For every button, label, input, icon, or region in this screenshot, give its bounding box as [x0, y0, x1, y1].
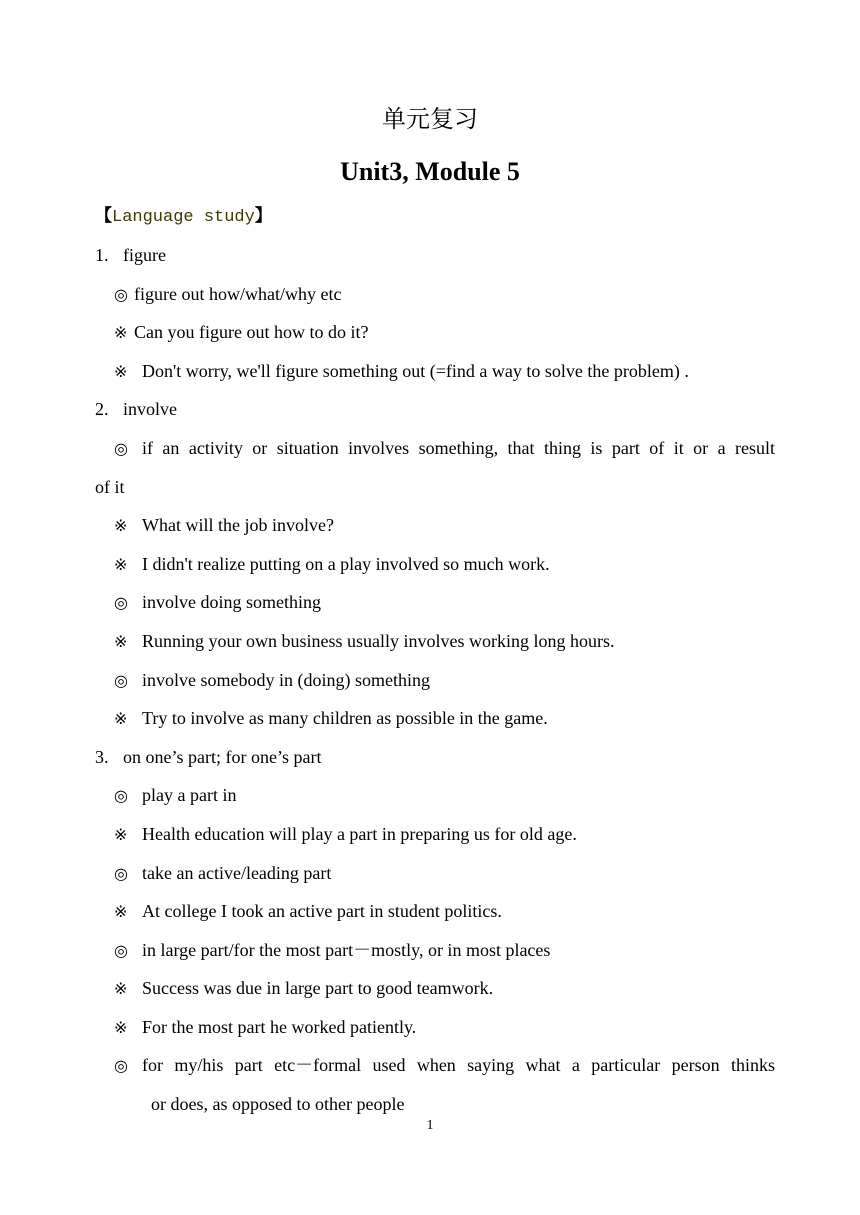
example-marker: ※ [114, 979, 128, 999]
example-marker: ※ [114, 631, 128, 651]
definition-line [95, 861, 775, 900]
section-heading [95, 204, 272, 230]
example-line [95, 1015, 775, 1054]
example-line [95, 320, 775, 359]
definition-marker: ◎ [114, 1056, 128, 1076]
definition-marker: ◎ [114, 593, 128, 613]
definition-text: if an activity or situation involves something, that thing is part of it or a result [142, 437, 775, 458]
example-text: Can you figure out how to do it? [134, 322, 369, 343]
example-marker: ※ [114, 902, 128, 922]
definition-text: play a part in [142, 785, 237, 806]
definition-marker: ◎ [114, 863, 128, 883]
example-line [95, 513, 775, 552]
example-text: Running your own business usually involves working long hours. [142, 630, 615, 651]
example-text: Don't worry, we'll figure something out (=find a way to solve the problem) . [142, 360, 689, 381]
item-headword: figure [123, 245, 166, 265]
page-title-chinese: 单元复习 [382, 105, 478, 133]
definition-line [95, 938, 775, 977]
definition-continuation: or does, as opposed to other people [151, 1094, 405, 1115]
example-marker: ※ [114, 554, 128, 574]
list-item-heading [95, 745, 775, 784]
item-number: 3. [95, 746, 109, 767]
example-line [95, 706, 775, 745]
section-bracket-open: 【 [95, 206, 112, 226]
list-item-heading [95, 243, 775, 282]
example-text: At college I took an active part in student politics. [142, 901, 502, 922]
example-text: Health education will play a part in preparing us for old age. [142, 823, 577, 844]
example-text: Try to involve as many children as possible in the game. [142, 708, 548, 729]
example-text: What will the job involve? [142, 515, 334, 536]
example-line [95, 899, 775, 938]
definition-marker: ◎ [114, 438, 128, 458]
definition-marker: ◎ [114, 786, 128, 806]
item-headword: on one’s part; for one’s part [123, 746, 322, 767]
page-title-english: Unit3, Module 5 [340, 157, 520, 186]
definition-marker: ◎ [114, 940, 128, 960]
definition-marker: ◎ [114, 670, 128, 690]
definition-text: figure out how/what/why etc [134, 283, 342, 304]
example-text: For the most part he worked patiently. [142, 1016, 417, 1037]
list-item-heading [95, 397, 775, 436]
example-line [95, 822, 775, 861]
example-marker: ※ [114, 709, 128, 729]
definition-line [95, 282, 775, 321]
item-headword: involve [123, 399, 177, 420]
example-marker: ※ [114, 323, 128, 343]
page-number: 1 [426, 1118, 434, 1133]
item-number: 2. [95, 399, 109, 420]
definition-text: take an active/leading part [142, 862, 332, 883]
definition-line [95, 783, 775, 822]
definition-line [95, 668, 775, 707]
definition-text: in large part/for the most part－mostly, or in most places [142, 939, 551, 960]
example-text: I didn't realize putting on a play involved so much work. [142, 553, 550, 574]
example-marker: ※ [114, 516, 128, 536]
example-line [95, 359, 775, 398]
definition-line [95, 590, 775, 629]
example-marker: ※ [114, 1017, 128, 1037]
section-bracket-close: 】 [254, 206, 272, 226]
example-marker: ※ [114, 361, 128, 381]
example-line [95, 976, 775, 1015]
item-number: 1. [95, 245, 109, 265]
definition-line [95, 1053, 775, 1092]
definition-line [95, 436, 775, 475]
example-line [95, 629, 775, 668]
example-line [95, 552, 775, 591]
definition-text: for my/his part etc－formal used when saying what a particular person thinks [142, 1055, 775, 1076]
definition-text: involve doing something [142, 592, 321, 613]
vocabulary-list [95, 243, 775, 1131]
example-text: Success was due in large part to good teamwork. [142, 978, 494, 999]
definition-continuation: of it [95, 476, 125, 497]
definition-marker: ◎ [114, 284, 128, 304]
example-marker: ※ [114, 824, 128, 844]
definition-text: involve somebody in (doing) something [142, 669, 430, 690]
section-label: Language study [112, 208, 255, 227]
